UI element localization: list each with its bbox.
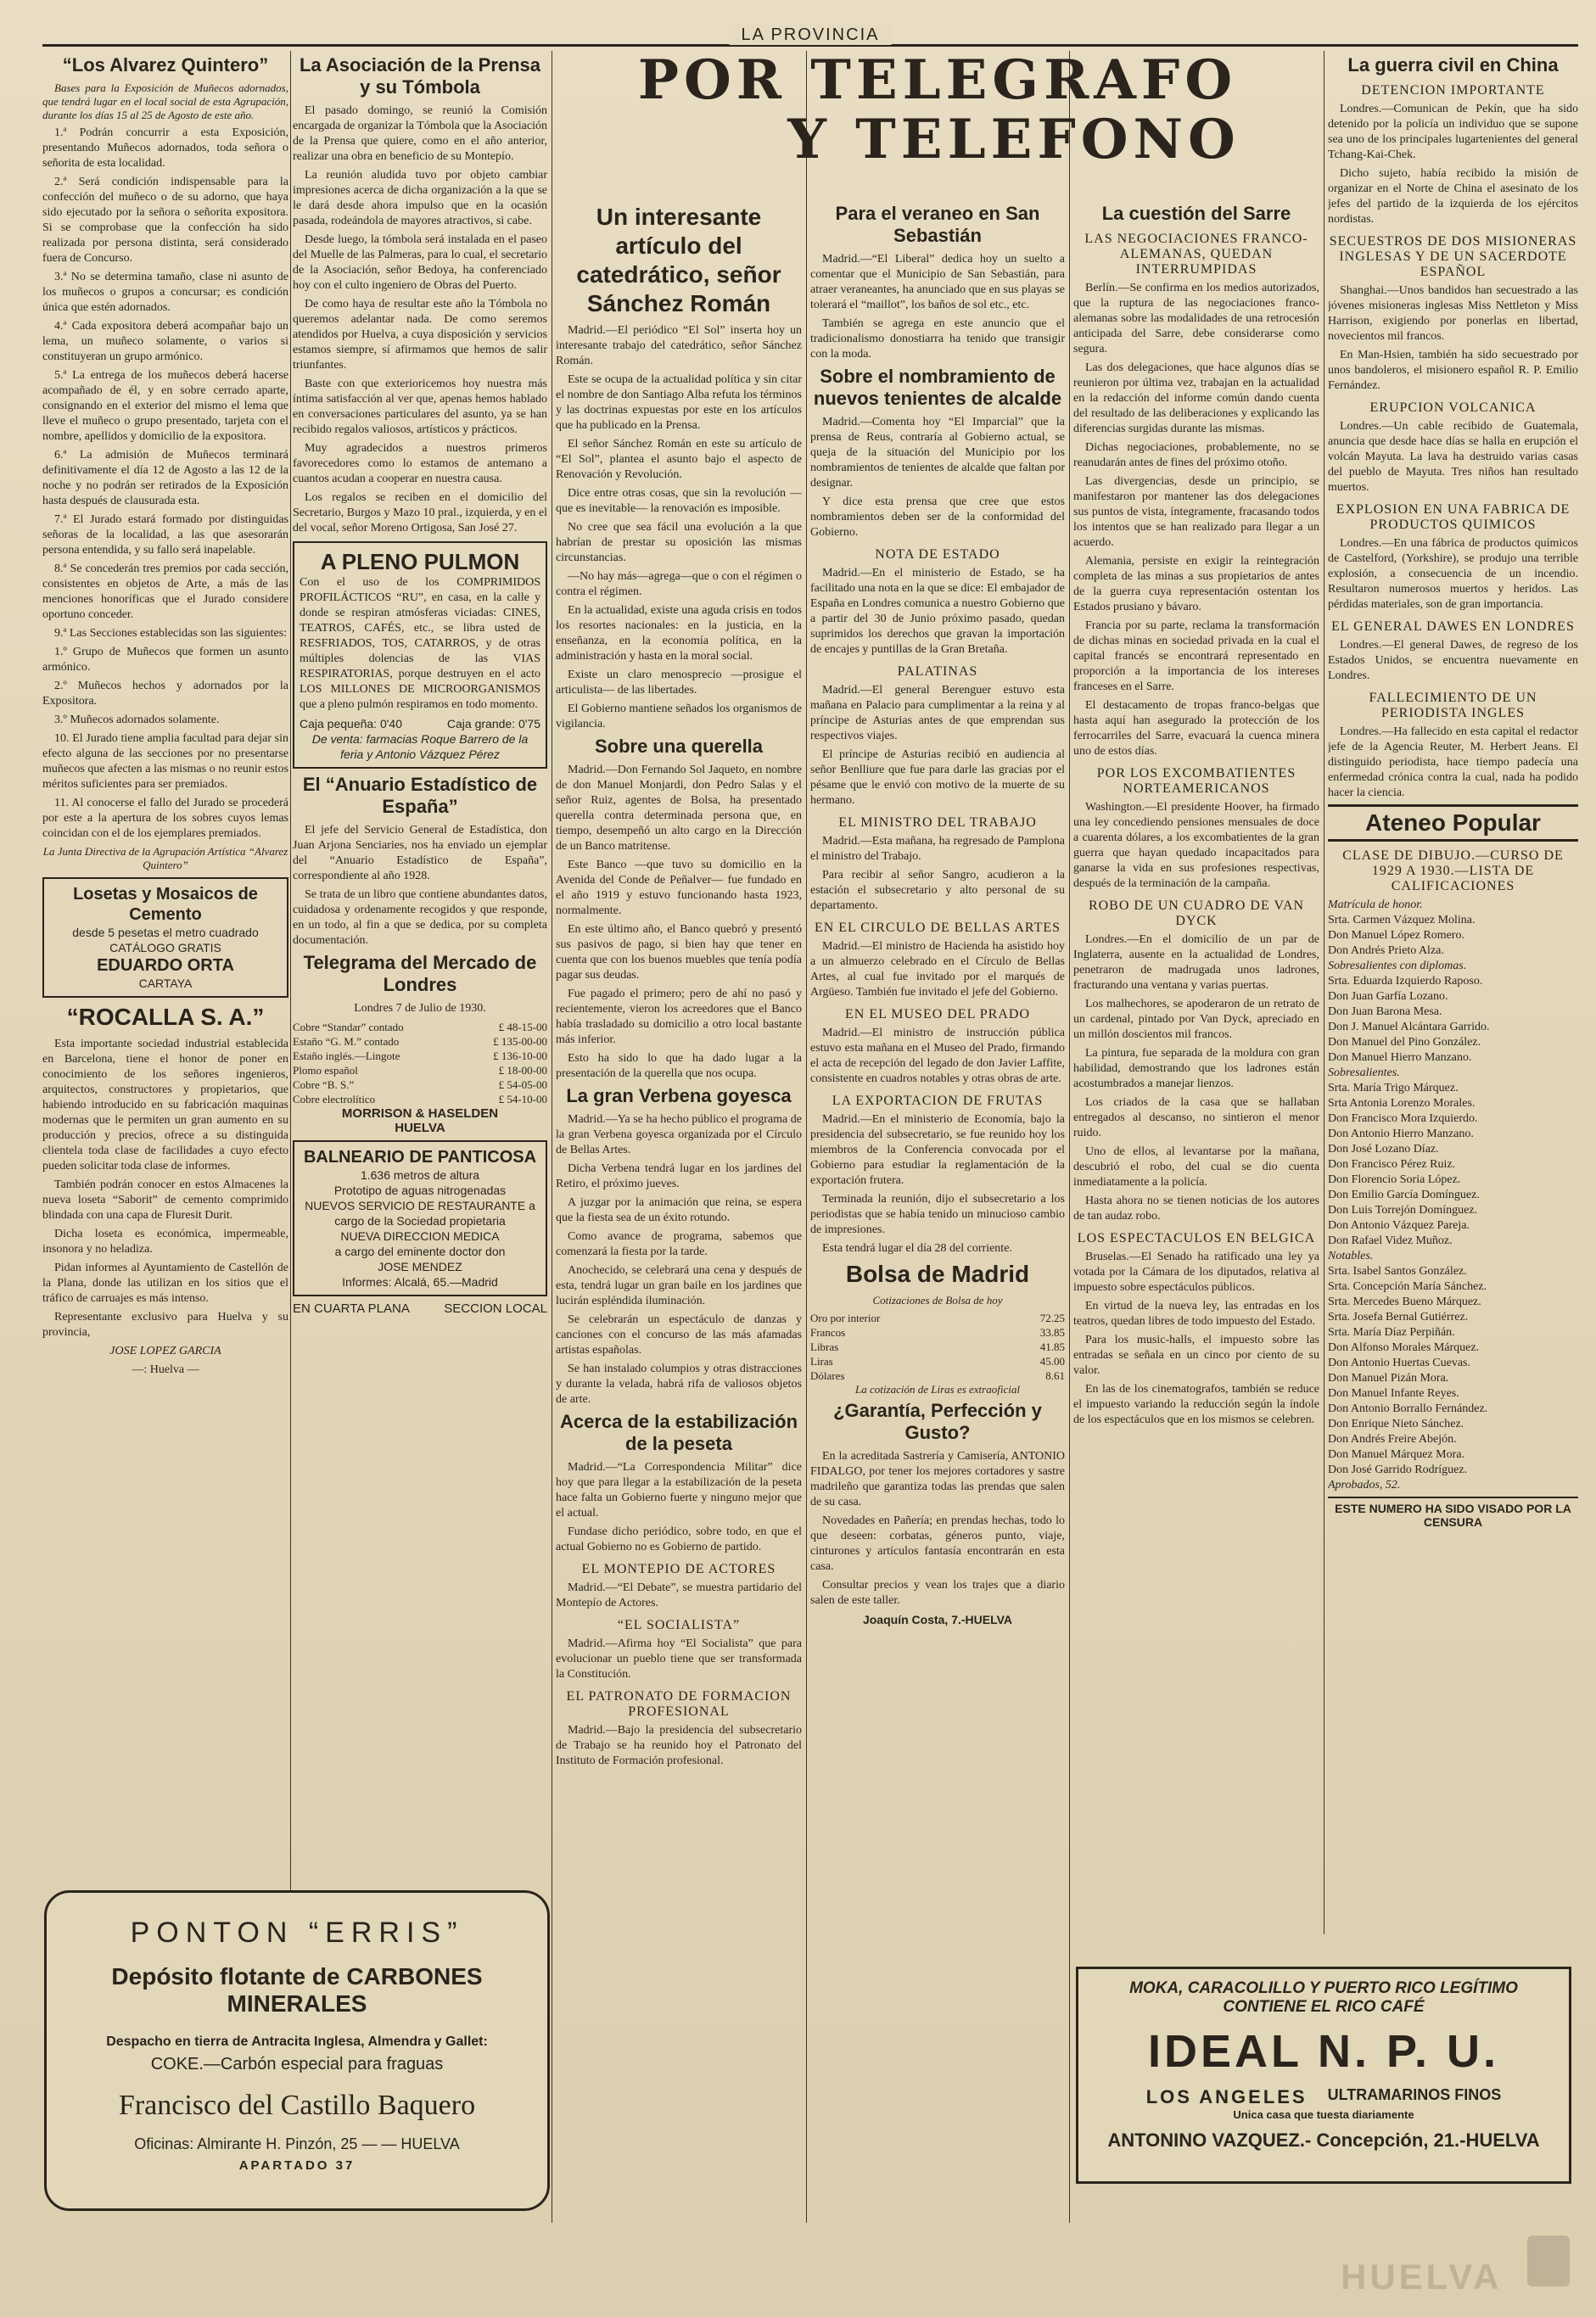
ad-title: A PLENO PULMON	[320, 549, 520, 574]
cell: Cobre “B. S.”	[293, 1078, 355, 1091]
table-row	[293, 1077, 547, 1092]
paragraph: En la acreditada Sastrería y Camisería, ANTONIO FIDALGO, por tener los mejores cortadores y sastre madrileño que garantiza todas las prendas que salen de su casa.	[810, 1450, 1065, 1508]
paragraph: Londres.—En una fábrica de productos químicos de Castelford, (Yorkshire), se produjo una terrible explosión, a consecuencia de un incendio. Resultaron numerosos muertos y heridos. Las pérdidas materiales, son de gran importancia.	[1328, 537, 1578, 611]
ateneo-entry: Don J. Manuel Alcántara Garrido.	[1328, 1021, 1490, 1033]
paragraph: 8.ª Se concederán tres premios por cada sección, consistentes en objetos de Arte, a más de las menciones honoríficas que el Jurado considere oportuno conceder.	[42, 562, 288, 621]
peseta-title: Acerca de la estabilización de la peseta	[559, 1411, 798, 1454]
palatinas-title: PALATINAS	[897, 664, 978, 679]
paragraph: Madrid.—Don Fernando Sol Jaqueto, en nombre de don Manuel Monjardi, don Pedro Salas y el señor Ruiz, agentes de Bolsa, ha presentado querella contra determinada persona que, en tiempo, desempeñó un alto cargo en la Dirección de un Banco matritense.	[556, 764, 802, 853]
paragraph: —No hay más—agrega—que o con el régimen o contra el régimen.	[556, 570, 802, 598]
column-rule	[806, 51, 807, 2223]
paragraph: Se han instalado columpios y otras distracciones y durante la velada, habrá rifa de valiosos objetos de arte.	[556, 1363, 802, 1406]
frutas-title: LA EXPORTACION DE FRUTAS	[832, 1094, 1044, 1108]
column-3	[556, 199, 802, 2219]
ateneo-entry: Srta. María Díaz Perpiñán.	[1328, 1326, 1455, 1339]
bolsa-title: Bolsa de Madrid	[845, 1261, 1030, 1287]
paragraph: Dichas negociaciones, probablemente, no se reanudarán antes de fines del próximo otoño.	[1073, 441, 1319, 469]
table-row	[293, 1034, 547, 1049]
querella-title: Sobre una querella	[594, 736, 764, 757]
ad-line: 1.636 metros de altura	[360, 1168, 480, 1182]
paragraph: 3.º Muñecos adornados solamente.	[54, 714, 220, 726]
ateneo-entry: Aprobados, 52.	[1328, 1479, 1401, 1491]
ad-line: Prototipo de aguas nitrogenadas	[333, 1184, 507, 1197]
bellas-title: EN EL CIRCULO DE BELLAS ARTES	[814, 921, 1061, 935]
rocalla-signature: JOSE LOPEZ GARCIA	[109, 1345, 221, 1357]
paragraph: Consultar precios y vean los trajes que a diario salen de este taller.	[810, 1579, 1065, 1607]
ateneo-entry: Don Juan Barona Mesa.	[1328, 1005, 1442, 1018]
crest-icon	[1523, 2231, 1574, 2291]
cell: Cobre “Standar” contado	[293, 1021, 404, 1033]
nota-title: NOTA DE ESTADO	[875, 547, 1000, 562]
paragraph: El pasado domingo, se reunió la Comisión encargada de organizar la Tómbola que la Asociación de la Prensa que quiere, como en el año anterior, realizar una obra en beneficio de su Montepío.	[293, 104, 547, 163]
paragraph: Para los music-halls, el impuesto sobre las entradas se señala en un cinco por ciento de su valor.	[1073, 1334, 1319, 1377]
column-rule	[290, 51, 291, 1905]
column-6	[1328, 51, 1578, 1939]
foot-left: EN CUARTA PLANA	[293, 1301, 410, 1316]
ateneo-entry: Srta Antonia Lorenzo Morales.	[1328, 1097, 1476, 1110]
ateneo-entry: Don Luis Torrejón Domínguez.	[1328, 1204, 1478, 1217]
paragraph: A juzgar por la animación que reina, se espera que la fiesta sea de un éxito rotundo.	[556, 1196, 802, 1224]
ad-panticosa	[293, 1140, 547, 1296]
table-row	[810, 1368, 1065, 1383]
table-row	[810, 1325, 1065, 1340]
patronato-title: EL PATRONATO DE FORMACION PROFESIONAL	[566, 1689, 792, 1719]
ad-price: Caja pequeña: 0'40	[300, 717, 402, 730]
ad-price: Caja grande: 0'75	[446, 717, 540, 730]
ad-city: CARTAYA	[138, 977, 193, 990]
ad-title: PONTON “ERRIS”	[130, 1917, 464, 1949]
paragraph: Uno de ellos, al levantarse por la mañana, descubrió el robo, del cual se dio cuenta inmediatamente a la policía.	[1073, 1145, 1319, 1189]
ateneo-entry: Don Emilio García Domínguez.	[1328, 1189, 1480, 1201]
article-title: Para el veraneo en San Sebastián	[835, 203, 1040, 246]
paragraph: El príncipe de Asturias recibió en audiencia al señor Benlliure que fue para darle las gracias por el pésame que le envió con motivo de la muerte de su hermano.	[810, 748, 1065, 807]
ateneo-entry: Don Manuel Hierro Manzano.	[1328, 1051, 1472, 1064]
bolsa-table	[810, 1311, 1065, 1383]
paragraph: 6.ª La admisión de Muñecos terminará definitivamente el día 12 de Agosto a las 12 de la noche y no podrán ser retirados de la Exposición hasta después de clausurada esta.	[42, 449, 288, 507]
ad-losetas	[42, 877, 288, 998]
cell: Liras	[810, 1355, 833, 1368]
paragraph: Madrid.—“El Debate”, se muestra partidario del Montepío de Actores.	[556, 1581, 802, 1609]
column-2	[293, 51, 547, 1888]
table-row	[293, 1092, 547, 1106]
ad-owner: ANTONINO VAZQUEZ.- Concepción, 21.-HUELVA	[1107, 2130, 1540, 2151]
paragraph: Dicha loseta es económica, impermeable, insonora y no heladiza.	[42, 1228, 288, 1256]
ateneo-entry: Srta. María Trigo Márquez.	[1328, 1082, 1459, 1094]
prado-title: EN EL MUSEO DEL PRADO	[844, 1007, 1031, 1021]
paragraph: De como haya de resultar este año la Tómbola no queremos adelantar nada. De como seremos atendidos por Huelva, a cuya disposición y servicios estamos siempre, sí afirmamos que hemos de salir triunfantes.	[293, 298, 547, 372]
garantia-address: Joaquín Costa, 7.-HUELVA	[862, 1613, 1013, 1626]
paragraph: Madrid.—Esta mañana, ha regresado de Pamplona el ministro del Trabajo.	[810, 835, 1065, 863]
paragraph: Shanghai.—Unos bandidos han secuestrado a las jóvenes misioneras inglesas Miss Nettleton y Miss Harrison, exigiendo por ponerlas en libertad, novecientos mil francos.	[1328, 284, 1578, 343]
paragraph: Muy agradecidos a nuestros primeros favorecedores como lo estamos de antemano a cuantos acudan a cooperar en nuestra causa.	[293, 442, 547, 485]
ateneo-entry: Don Antonio Huertas Cuevas.	[1328, 1357, 1470, 1369]
paragraph: 1.º Grupo de Muñecos que formen un asunto armónico.	[42, 646, 288, 674]
paragraph: 10. El Jurado tiene amplia facultad para dejar sin efecto alguna de las secciones por no presentarse muñecos que afecten a las mismas o no reunir estos méritos suficientes para ser premiados.	[42, 732, 288, 791]
cell: Libras	[810, 1340, 839, 1353]
column-rule	[1069, 51, 1070, 2223]
ad-line: MOKA, CARACOLILLO Y PUERTO RICO LEGÍTIMO	[1129, 1979, 1518, 1997]
ad-shop: LOS ANGELES	[1145, 2086, 1308, 2107]
ateneo-entry: Don Juan Garfía Lozano.	[1328, 990, 1448, 1003]
cell: Cobre electrolítico	[293, 1093, 376, 1105]
ateneo-entry: Don Rafael Videz Muñoz.	[1328, 1234, 1453, 1247]
paragraph: Dicho sujeto, había recibido la misión de organizar en el Norte de China el asesinato de los jefes del partido de la izquierda de los ejércitos nordistas.	[1328, 167, 1578, 226]
paragraph: En las de los cinematografos, también se reduce el impuesto variando la reducción según la índole de los espectáculos que en los mismos se celebren.	[1073, 1383, 1319, 1426]
paragraph: Este Banco —que tuvo su domicilio en la Avenida del Conde de Peñalver— fue fundado en el año 1919 y estuvo funcionando hasta 1923, normalmente.	[556, 859, 802, 917]
paragraph: Y dice esta prensa que cree que estos nombramientos deben ser de la conformidad del Gobierno.	[810, 495, 1065, 539]
paragraph: Londres.—Ha fallecido en esta capital el redactor jefe de la Agencia Reuter, M. Herbert Jeans. El distinguido periodista, hace tiempo padecía una enfermedad crónica contra la cual, nada ha podido hacer la ciencia.	[1328, 725, 1578, 799]
ateneo-subtitle: CLASE DE DIBUJO.—CURSO DE 1929 A 1930.—LISTA DE CALIFICACIONES	[1342, 848, 1564, 893]
column-1	[42, 51, 288, 1888]
section-title: EL GENERAL DAWES EN LONDRES	[1331, 619, 1575, 634]
censura-note: ESTE NUMERO HA SIDO VISADO POR LA CENSURA	[1328, 1497, 1578, 1529]
paragraph: Alemania, persiste en exigir la reintegración completa de las minas a sus propietarios de antes de la guerra cuya representación ostentan los Estados prusiano y bávaro.	[1073, 555, 1319, 613]
ad-line: NUEVA DIRECCION MEDICA	[340, 1229, 500, 1243]
ad-name: EDUARDO ORTA	[97, 956, 234, 975]
ad-line: COKE.—Carbón especial para fraguas	[150, 2055, 444, 2074]
paragraph: Madrid.—El general Berenguer estuvo esta mañana en Palacio para cumplimentar a la reina y al príncipe de Asturias antes de que emprendan sus respectivos viajes.	[810, 684, 1065, 742]
paragraph: 2.º Muñecos hechos y adornados por la Expositora.	[42, 680, 288, 708]
paragraph: Hasta ahora no se tienen noticias de los autores de tan audaz robo.	[1073, 1195, 1319, 1223]
ad-office: Oficinas: Almirante H. Pinzón, 25 — — HUELVA	[134, 2135, 460, 2152]
cell: 33.85	[1039, 1326, 1065, 1339]
ateneo-entry: Matrícula de honor.	[1328, 898, 1423, 911]
section-title: EXPLOSION EN UNA FABRICA DE PRODUCTOS QUIMICOS	[1336, 502, 1571, 532]
paragraph: El señor Sánchez Román en este su artículo de “El Sol”, plantea el asunto bajo el aspecto de Renovación y Revolución.	[556, 438, 802, 481]
paragraph: La pintura, fue separada de la moldura con gran habilidad, demostrando que los ladrones están acostumbrados a manejar lienzos.	[1073, 1047, 1319, 1090]
paragraph: Se trata de un libro que contiene abundantes datos, cuidadosa y ordenamente recogidos y que responde, en un todo, al fin a que se dedica, por su completa documentación.	[293, 888, 547, 947]
bolsa-subtitle: Cotizaciones de Bolsa de hoy	[872, 1294, 1003, 1307]
ad-line: CONTIENE EL RICO CAFÉ	[1223, 1998, 1425, 2016]
ateneo-entry: Don Antonio Vázquez Pareja.	[1328, 1219, 1470, 1232]
signature: La Junta Directiva de la Agrupación Artística “Alvarez Quintero”	[42, 845, 288, 871]
ad-ponton-erris	[44, 1890, 550, 2211]
paragraph: Londres.—Un cable recibido de Guatemala, anuncia que desde hace días se halla en erupción el volcán Mayuta. La lava ha destruido varias casas del pueblo de Mayuta. Tres niños han resultado muertos.	[1328, 420, 1578, 494]
cell: £ 54-05-00	[498, 1078, 547, 1091]
paragraph: Esto ha sido lo que ha dado lugar a la presentación de la querella que nos ocupa.	[556, 1052, 802, 1080]
paragraph: 3.ª No se determina tamaño, clase ni asunto de los muñecos o grupos a concursar; es condición única que estén adornados.	[42, 271, 288, 314]
telegrama-title: Telegrama del Mercado de Londres	[303, 952, 537, 995]
table-row	[810, 1354, 1065, 1368]
table-row	[293, 1063, 547, 1077]
cell: Estaño inglés.—Lingote	[293, 1049, 400, 1062]
ateneo-entry: Don Manuel del Pino González.	[1328, 1036, 1481, 1049]
bolsa-note: La cotización de Liras es extraoficial	[855, 1383, 1020, 1396]
article-title: La cuestión del Sarre	[1101, 203, 1291, 224]
cell: 41.85	[1039, 1340, 1065, 1353]
paragraph: 1.ª Podrán concurrir a esta Exposición, presentando Muñecos adornados, toda señora o señorita de esta localidad.	[42, 126, 288, 170]
paragraph: Madrid.—En el ministerio de Estado, se ha facilitado una nota en la que se dice: El embajador de España en Londres comunica a nuestro Gobierno que a partir del 30 de Junio próximo pasado, quedan suprimidos los derechos que gravan la importación de encajes y puntillas de la Gran Bretaña.	[810, 567, 1065, 656]
paragraph: Los regalos se reciben en el domicilio del Secretario, Burgos y Mazo 10 pral., izquierda, y en el del vocal, señor Moreno Ortigosa, San José 27.	[293, 491, 547, 534]
paragraph: El jefe del Servicio General de Estadística, don Juan Arjona Senciaries, nos ha enviado un ejemplar del “Anuario Estadístico de España”, correspondiente al año 1928.	[293, 824, 547, 882]
paragraph: Dice entre otras cosas, que sin la revolución —que es inevitable— la renovación es imposible.	[556, 487, 802, 515]
paragraph: Madrid.—Afirma hoy “El Socialista” que para evolucionar un pueblo tiene que ser transformada la Constitución.	[556, 1637, 802, 1681]
cell: Francos	[810, 1326, 846, 1339]
vandyck-title: ROBO DE UN CUADRO DE VAN DYCK	[1088, 898, 1305, 928]
alcalde-title: Sobre el nombramiento de nuevos tenientes de alcalde	[813, 366, 1062, 409]
ad-line: a cargo del eminente doctor don	[334, 1245, 506, 1258]
garantia-title: ¿Garantía, Perfección y Gusto?	[833, 1400, 1042, 1443]
trabajo-title: EL MINISTRO DEL TRABAJO	[838, 815, 1037, 830]
paragraph: 2.ª Será condición indispensable para la confección del muñeco o de su adorno, que haya sido ejecutado por la señora o señorita expositora. Si se comprobase que la confección ha sido realizada por persona distinta, será considerado fuera de Concurso.	[42, 176, 288, 265]
cell: £ 136-10-00	[493, 1049, 547, 1062]
ateneo-entry: Don Florencio Soria López.	[1328, 1173, 1461, 1186]
paragraph: El destacamento de tropas franco-belgas que hasta aquí han asegurado la protección de los ferrocarriles del Sarre, evacuará la cuenca minera uno de estos días.	[1073, 699, 1319, 758]
verbena-title: La gran Verbena goyesca	[566, 1085, 792, 1106]
paragraph: Londres.—Comunican de Pekín, que ha sido detenido por la policía un individuo que se supone sea uno de los principales lugartenientes del general Tchang-Kai-Chek.	[1328, 103, 1578, 161]
cell: Plomo español	[293, 1064, 358, 1077]
table-row	[293, 1049, 547, 1063]
paragraph: Este se ocupa de la actualidad política y sin citar el nombre de don Santiago Alba refuta los términos y las doctrinas expuestas por este en los artículos que ha publicado en la Prensa.	[556, 373, 802, 432]
paragraph: Madrid.—Comenta hoy “El Imparcial” que la prensa de Reus, contraría al Gobierno actual, se queja de la situación del Municipio por los nombramientos de tenientes de alcalde que faltan por designar.	[810, 416, 1065, 490]
column-4	[810, 199, 1065, 2219]
rocalla-title: “ROCALLA S. A.”	[66, 1004, 265, 1030]
foot-right: SECCION LOCAL	[444, 1301, 547, 1316]
table-row	[293, 1020, 547, 1034]
paragraph: Londres.—En el domicilio de un par de Inglaterra, ausente en la actualidad de Londres, penetraron de madrugada unos ladrones, fracturando una ventana y varias puertas.	[1073, 933, 1319, 992]
article-title: La guerra civil en China	[1347, 54, 1559, 76]
paragraph: Madrid.—El ministro de Hacienda ha asistido hoy a un almuerzo celebrado en el Círculo de Bellas Artes, al cual fue invitado por el marqués de Argüeso. También fue invitado el jefe del Gobierno.	[810, 940, 1065, 999]
article-title: Un interesante artículo del catedrático, señor Sánchez Román	[576, 204, 781, 316]
ad-line: Informes: Alcalá, 65.—Madrid	[342, 1275, 498, 1289]
article-intro: Bases para la Exposición de Muñecos adornados, que tendrá lugar en el local social de esta Agrupación, durante los días 15 al 25 de Agosto de este año.	[42, 81, 288, 121]
ad-brand: IDEAL N. P. U.	[1147, 2026, 1500, 2077]
ateneo-entry: Srta. Carmen Vázquez Molina.	[1328, 914, 1476, 926]
ad-owner: Francisco del Castillo Baquero	[118, 2090, 476, 2121]
paragraph: Novedades en Pañería; en prendas hechas, todo lo que deseen: corbatas, géneros punto, viaje, cinturones y artículos fantasía encontrarán en esta casa.	[810, 1514, 1065, 1573]
price-table	[293, 1020, 547, 1106]
ateneo-entry: Don Manuel Pizán Mora.	[1328, 1372, 1449, 1385]
paragraph: En Man-Hsien, también ha sido secuestrado por unos bandoleros, el misionero español R. P. Emilio Fernández.	[1328, 349, 1578, 392]
foot-line	[293, 1301, 547, 1316]
paragraph: Esta tendrá lugar el día 28 del corriente.	[822, 1242, 1012, 1255]
paragraph: Las divergencias, desde un principio, se manifestaron por mantener las dos delegaciones sus puntos de vista, íntegramente, fracasando todos los intentos que se han realizado para llegar a un acuerdo.	[1073, 475, 1319, 549]
section-banner	[560, 48, 1315, 171]
ad-po-box: APARTADO 37	[238, 2158, 356, 2173]
ateneo-entry: Notables.	[1328, 1250, 1374, 1262]
ateneo-entry: Don Manuel López Romero.	[1328, 929, 1464, 942]
paragraph: Existe un claro menosprecio —prosigue el articulista— de las libertades.	[556, 669, 802, 697]
ateneo-entry: Srta. Mercedes Bueno Márquez.	[1328, 1296, 1481, 1308]
ateneo-entry: Don Alfonso Morales Márquez.	[1328, 1341, 1480, 1354]
paragraph: Bruselas.—El Senado ha ratificado una ley ya votada por la Cámara de los diputados, relativa al impuesto sobre espectáculos públicos.	[1073, 1251, 1319, 1294]
ad-line: JOSE MENDEZ	[378, 1260, 462, 1273]
paragraph: Representante exclusivo para Huelva y su provincia,	[42, 1311, 288, 1339]
paragraph: Anochecido, se celebrará una cena y después de esta, tendrá lugar un gran baile en los jardines que lucirán espléndida iluminación.	[556, 1264, 802, 1307]
cell: Oro por interior	[810, 1312, 881, 1324]
cell: 72.25	[1039, 1312, 1065, 1324]
paragraph: Baste con que exterioricemos hoy nuestra más íntima satisfacción al ver que, apenas hemos hablado en conversaciones particulares del asunto, ya se han recibido regalos valiosos, artísticos y prácticos.	[293, 378, 547, 436]
paragraph: Fundase dicho periódico, sobre todo, en que el actual Gobierno no es Gobierno de partido.	[556, 1525, 802, 1553]
ateneo-entry: Sobresalientes.	[1328, 1066, 1400, 1079]
ad-sale: De venta: farmacias Roque Barrero de la feria y Antonio Vázquez Pérez	[311, 732, 529, 761]
section-title: SECUESTROS DE DOS MISIONERAS INGLESAS Y DE UN SACERDOTE ESPAÑOL	[1329, 234, 1577, 279]
paragraph: Madrid.—El periódico “El Sol” inserta hoy un interesante trabajo del catedrático, señor Sánchez Román.	[556, 324, 802, 367]
ad-ideal-npu	[1076, 1967, 1571, 2184]
paragraph: También se agrega en este anuncio que el tradicionalismo donostiarra ha tenido que transigir con la moda.	[810, 317, 1065, 361]
cell: 45.00	[1039, 1355, 1065, 1368]
paragraph: 5.ª La entrega de los muñecos deberá hacerse acompañado de él, y en sobre cerrado aparte, consignando en el exterior del mismo el lema que lleve el muñeco o grupo presentado, tarjeta con el nombre, apellidos y domicilio de la expositora.	[42, 369, 288, 443]
section-title: FALLECIMIENTO DE UN PERIODISTA INGLES	[1369, 691, 1537, 720]
ateneo-entry: Don Enrique Nieto Sánchez.	[1328, 1418, 1464, 1430]
banner-line-2: Y TELEFONO	[787, 108, 1240, 171]
paragraph: Terminada la reunión, dijo el subsecretario a los periodistas que se había tenido un minucioso cambio de impresiones.	[810, 1193, 1065, 1236]
ateneo-entry: Srta. Concepción María Sánchez.	[1328, 1280, 1487, 1293]
ad-line: NUEVOS SERVICIO DE RESTAURANTE a cargo de la Sociedad propietaria	[305, 1199, 535, 1228]
paragraph: Madrid.—El ministro de instrucción pública estuvo esta mañana en el Museo del Prado, firmando el acta de recepción del legado de don Javier Laffite, consistente en cuadros notables y otras obras de arte.	[810, 1027, 1065, 1085]
paragraph: Esta importante sociedad industrial establecida en Barcelona, tiene el honor de poner en conocimiento de los señores ingenieros, arquitectos, constructores y propietarios, que habiendo introducido en su fabricación maquinas modernas que le permiten un gran aumento en su producción y precios, ofrece a su distinguida clientela toda clase de facilidades a cuyo efecto pueden solicitar toda clase de informes.	[42, 1038, 288, 1172]
masthead-title: LA PROVINCIA	[730, 25, 892, 45]
paragraph: En la actualidad, existe una aguda crisis en todos los resortes nacionales: en la justicia, en la enseñanza, en la economía política, en la administración y hasta en la moral social.	[556, 604, 802, 663]
cell: Dólares	[810, 1369, 845, 1382]
article-title: La Asociación de la Prensa y su Tómbola	[299, 54, 541, 98]
paragraph: El Gobierno mantiene señados los organismos de vigilancia.	[556, 702, 802, 730]
paragraph: Se celebrarán un espectáculo de danzas y canciones con el concurso de las más afamadas artistas españolas.	[556, 1313, 802, 1357]
ad-title: BALNEARIO DE PANTICOSA	[303, 1148, 537, 1167]
paragraph: La reunión aludida tuvo por objeto cambiar impresiones acerca de dicha organización a la que se le dará desde ahora impulso que en la ocasión pasada, rodeándola de mayores atractivos, si cabe.	[293, 169, 547, 227]
paragraph: Para recibir al señor Sangro, acudieron a la estación el subsecretario y alto personal de su departamento.	[810, 869, 1065, 912]
paragraph: Londres.—El general Dawes, de regreso de los Estados Unidos, se encuentra nuevamente en Londres.	[1328, 639, 1578, 682]
ad-shop-row	[1078, 2086, 1569, 2108]
ad-note: Unica casa que tuesta diariamente	[1233, 2108, 1414, 2121]
paragraph: Pidan informes al Ayuntamiento de Castellón de la Plana, donde las utilizan en los sitios que el tráfico de carruajes es más intenso.	[42, 1262, 288, 1305]
ad-line: CATÁLOGO GRATIS	[109, 941, 221, 954]
paragraph: Madrid.—Bajo la presidencia del subsecretario de Trabajo se ha reunido hoy el Patronato del Instituto de Formación profesional.	[556, 1724, 802, 1767]
ad-line: Despacho en tierra de Antracita Inglesa, Almendra y Gallet:	[106, 2034, 488, 2049]
cell: 8.61	[1045, 1369, 1065, 1382]
ad-shop2: ULTRAMARINOS FINOS	[1327, 2086, 1502, 2103]
paragraph: Madrid.—“La Correspondencia Militar” dice hoy que para llegar a la estabilización de la peseta hace falta un Gobierno fuerte y ninguno mejor que el actual.	[556, 1461, 802, 1519]
paragraph: Dicha Verbena tendrá lugar en los jardines del Retiro, el próximo jueves.	[556, 1162, 802, 1190]
paragraph: En virtud de la nueva ley, las entradas en los teatros, quedan libres de todo impuesto del Estado.	[1073, 1300, 1319, 1328]
cell: £ 54-10-00	[498, 1093, 547, 1105]
telegrama-date: Londres 7 de Julio de 1930.	[354, 1002, 486, 1015]
table-row	[810, 1340, 1065, 1354]
watermark-text: HUELVA	[1341, 2257, 1503, 2297]
ateneo-entry: Don Francisco Mora Izquierdo.	[1328, 1112, 1478, 1125]
paragraph: Madrid.—Ya se ha hecho público el programa de la gran Verbena goyesca organizada por el Círculo de Bellas Artes.	[556, 1113, 802, 1156]
sign-line: MORRISON & HASELDEN	[341, 1106, 499, 1121]
ateneo-entry: Don Antonio Hierro Manzano.	[1328, 1128, 1474, 1140]
ad-pleno-pulmon	[293, 541, 547, 769]
paragraph: Como avance de programa, sabemos que comenzará la fiesta por la tarde.	[556, 1230, 802, 1258]
cell: £ 48-15-00	[498, 1021, 547, 1033]
ad-prices	[300, 716, 540, 731]
paragraph: Berlín.—Se confirma en los medios autorizados, que la ruptura de las negociaciones franco-alemanas sobre las modalidades de una retrocesión anticipada del Sarre, debe considerarse como segura.	[1073, 282, 1319, 355]
cell: Estaño “G. M.” contado	[293, 1035, 400, 1048]
masthead	[42, 25, 1578, 47]
paragraph: 4.ª Cada expositora deberá acompañar bajo un lema, un muñeco solamente, o varios si constituyeran un grupo armónico.	[42, 320, 288, 363]
ateneo-entry: Srta. Eduarda Izquierdo Raposo.	[1328, 975, 1483, 988]
paragraph: Madrid.—“El Liberal” dedica hoy un suelto a comentar que el Municipio de San Sebastián, para atraer veraneantes, ha anunciado que en sus playas se tolerará el “maillot”, los baños de sol etc., etc.	[810, 253, 1065, 311]
ateneo-entry: Don Andrés Prieto Alza.	[1328, 944, 1444, 957]
ateneo-entry: Don Manuel Infante Reyes.	[1328, 1387, 1459, 1400]
cell: £ 18-00-00	[498, 1064, 547, 1077]
paragraph: Fue pagado el primero; pero de ahí no pasó y recientemente, vieron los acreedores que el Banco había trasladado su domicilio a otro local bastante más inferior.	[556, 988, 802, 1046]
ateneo-entry: Sobresalientes con diplomas.	[1328, 960, 1467, 972]
sign-line: HUELVA	[395, 1121, 445, 1135]
socialista-title: “EL SOCIALISTA”	[617, 1618, 741, 1632]
paragraph: Madrid.—En el ministerio de Economía, bajo la presidencia del subsecretario, se fue reunido hoy los miembros de la Conferencia convocada por el Gobierno para estudiar la reglamentación de la exportación frutera.	[810, 1113, 1065, 1187]
table-row	[810, 1311, 1065, 1325]
paragraph: También podrán conocer en estos Almacenes la nueva loseta “Saborit” de cemento comprimido blindada con una capa de Fluresit Durit.	[42, 1178, 288, 1222]
column-5	[1073, 199, 1319, 1939]
anuario-title: El “Anuario Estadístico de España”	[302, 774, 538, 817]
article-title: “Los Alvarez Quintero”	[62, 54, 269, 76]
ateneo-entry: Srta. Isabel Santos González.	[1328, 1265, 1467, 1278]
paragraph: Los criados de la casa que se hallaban entregados al descanso, no sintieron el menor ruido.	[1073, 1096, 1319, 1139]
paragraph: 7.ª El Jurado estará formado por distinguidas señoras de la localidad, a las que asesorarán persona entendida, y su fallo será inapelable.	[42, 513, 288, 557]
rocalla-city: —: Huelva —	[132, 1363, 199, 1376]
paragraph: Desde luego, la tómbola será instalada en el paseo del Muelle de las Palmeras, para lo cual, el secretario de la Asociación, señor Bedoya, ha conferenciado hoy con el culto ingeniero de Obras del Puerto.	[293, 233, 547, 292]
ateneo-entry: Don Manuel Márquez Mora.	[1328, 1448, 1464, 1461]
cell: £ 135-00-00	[493, 1035, 547, 1048]
ateneo-entry: Don José Garrido Rodríguez.	[1328, 1464, 1468, 1476]
paragraph: 9.ª Las Secciones establecidas son las siguientes:	[54, 627, 288, 640]
banner-line-1: POR TELEGRAFO	[637, 48, 1238, 112]
ad-text: Con el uso de los COMPRIMIDOS PROFILÁCTICOS “RU”, en casa, en la calle y donde se respiran atmósferas viciadas: CINES, TEATROS, CAFÉS, etc., se libra usted de RESFRIADOS, TOS, CATARROS, y de otras múltiples dolencias de las VIAS RESPIRATORIAS, porque destruyen en el acto LOS MILLONES DE MICROORGANISMOS que a pleno pulmón respiramos en todo momento.	[300, 576, 540, 711]
ad-subtitle: Depósito flotante de CARBONES MINERALES	[111, 1963, 483, 2017]
archive-watermark	[1324, 2223, 1578, 2299]
paragraph: 11. Al conocerse el fallo del Jurado se procederá por este a la apertura de los sobres cuyos lemas coincidan con el de los ejemplares premiados.	[42, 797, 288, 840]
excomb-title: POR LOS EXCOMBATIENTES NORTEAMERICANOS	[1096, 766, 1296, 796]
telegrama-sign	[293, 1106, 547, 1135]
belgica-title: LOS ESPECTACULOS EN BELGICA	[1077, 1231, 1316, 1245]
section-title: ERUPCION VOLCANICA	[1369, 400, 1537, 415]
ateneo-entry: Don Francisco Pérez Ruiz.	[1328, 1158, 1456, 1171]
ad-line: desde 5 pesetas el metro cuadrado	[72, 926, 259, 939]
ateneo-entry: Srta. Josefa Bernal Gutiérrez.	[1328, 1311, 1469, 1324]
paragraph: Washington.—El presidente Hoover, ha firmado una ley concediendo pensiones mensuales de doce a cuarenta dólares, a los excombatientes de la gran guerra que hayan quedado incapacitados para ganarse la vida en sus profesiones respectivas, después de la terminación de la campaña.	[1073, 801, 1319, 890]
paragraph: Los malhechores, se apoderaron de un retrato de un cardenal, pintado por Van Dyck, apreciado en un millón doscientos mil francos.	[1073, 998, 1319, 1041]
section-title: DETENCION IMPORTANTE	[1361, 83, 1545, 98]
ateneo-entry: Don Antonio Borrallo Fernández.	[1328, 1402, 1488, 1415]
ad-title: Losetas y Mosaicos de Cemento	[73, 885, 258, 924]
paragraph: En este último año, el Banco quebró y presentó sus pasivos de pago, si bien hay que tener en cuenta que con los buenos muebles que tenía podía pagar sus deudas.	[556, 923, 802, 982]
paragraph: No cree que sea fácil una evolución a la que habrían de prestar su oposición las mismas circunstancias.	[556, 521, 802, 564]
ateneo-entry: Don Andrés Freire Abejón.	[1328, 1433, 1457, 1446]
article-subtitle: LAS NEGOCIACIONES FRANCO-ALEMANAS, QUEDAN INTERRUMPIDAS	[1084, 232, 1308, 277]
ateneo-entry: Don José Lozano Díaz.	[1328, 1143, 1439, 1156]
paragraph: Las dos delegaciones, que hace algunos días se reunieron por última vez, trabajan en la actualidad en la redacción del informe común dando cuenta del resultado de las deliberaciones y explicando las diferencias surgidas durante las mismas.	[1073, 361, 1319, 435]
paragraph: Francia por su parte, reclama la transformación de dichas minas en sociedad privada en la cual el capital francés se encontrará representado en proporción a la importancia de los intereses franceses en el Sarre.	[1073, 619, 1319, 693]
montepio-title: EL MONTEPIO DE ACTORES	[581, 1562, 776, 1576]
ateneo-title: Ateneo Popular	[1328, 804, 1578, 842]
article-body	[42, 126, 288, 842]
ateneo-list	[1328, 898, 1578, 1493]
